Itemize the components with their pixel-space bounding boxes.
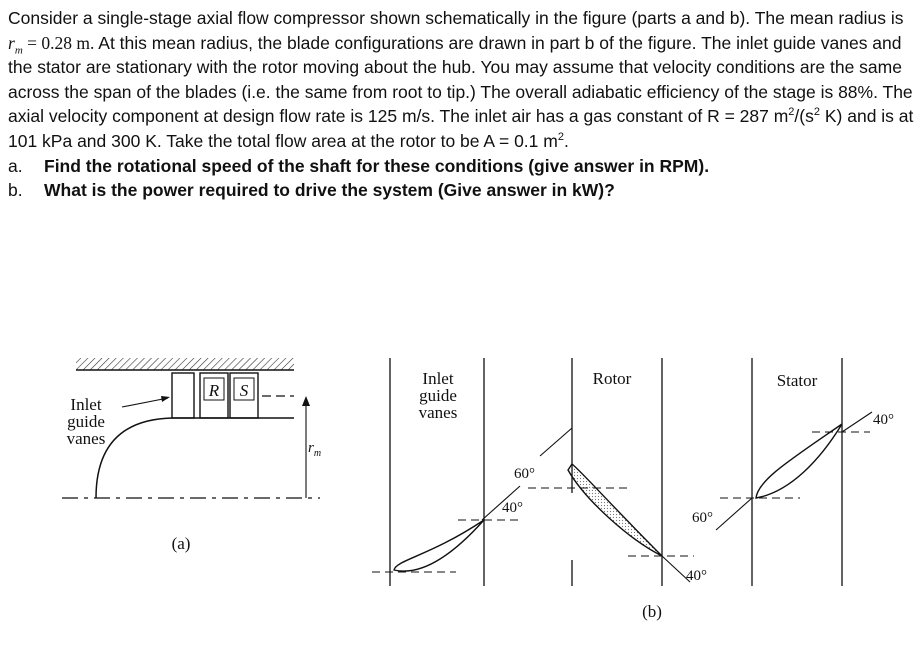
- stator-box-label: S: [239, 381, 249, 400]
- hub-contour: [96, 418, 294, 498]
- intro-text-2: At this mean radius, the blade configurations are drawn in part b of the figure. The inlet guide vanes and the stator are stationary with the rotor moving about the hub. You may assume that velocity conditions are the same across the span of the blades (i.e. the same from root to tip.) The overall adiabatic efficiency of the stage is 88%. The axial velocity component at design flow rate is 125 m/s. The inlet air has a gas constant of R = 287 m: [8, 32, 913, 127]
- stator-inlet-angle-line: [716, 498, 752, 530]
- intro-text-3: K) and is at 101 kPa and 300 K. Take the total flow area at the rotor to be A = 0.1 m: [8, 106, 914, 151]
- question-marker: b.: [8, 180, 23, 201]
- superscript: 2: [557, 131, 564, 144]
- radius-label: $r_m$: [308, 440, 322, 459]
- question-text: What is the power required to drive the system (Give answer in kW)?: [44, 180, 615, 201]
- figure-a-caption: (a): [171, 534, 191, 553]
- rotor-box-label: R: [208, 381, 220, 400]
- unit-text: /(s: [794, 106, 814, 127]
- figure-b: [372, 358, 894, 621]
- question-marker: a.: [8, 155, 23, 176]
- igv-label-line1: Inlet: [422, 369, 454, 388]
- igv-angle-40: 40°: [502, 500, 523, 516]
- inlet-label-line1: Inlet: [70, 395, 102, 414]
- superscript: 2: [813, 106, 820, 119]
- rotor-blade: [568, 464, 662, 556]
- intro-text: Consider a single-stage axial flow compressor shown schematically in the figure (parts a and b). The mean radius is: [8, 8, 904, 28]
- inlet-label-line2: guide: [67, 412, 105, 431]
- inlet-label-line3: vanes: [66, 429, 106, 448]
- mean-radius-symbol: $r_m$: [8, 32, 23, 57]
- rotor-inlet-angle-line: [540, 428, 572, 456]
- rotor-exit-angle-40: 40°: [686, 568, 707, 584]
- stator-blade: [756, 424, 842, 498]
- stator-label: Stator: [776, 371, 818, 390]
- question-text: Find the rotational speed of the shaft for these conditions (give answer in RPM).: [44, 155, 710, 176]
- inlet-arrow-line: [122, 398, 168, 407]
- stator-inlet-angle-60: 60°: [692, 510, 713, 526]
- casing-hatch: [76, 358, 294, 370]
- igv-blade: [394, 520, 484, 571]
- rotor-inlet-angle-60: 60°: [514, 466, 535, 482]
- superscript: 2: [788, 106, 795, 119]
- igv-label-line2: guide: [419, 386, 457, 405]
- figure-a: [62, 358, 321, 553]
- radius-arrow-head: [302, 396, 310, 406]
- rotor-label: Rotor: [592, 369, 632, 388]
- stator-exit-angle-line: [842, 412, 872, 432]
- figure-b-caption: (b): [642, 602, 662, 621]
- igv-label-line3: vanes: [418, 403, 458, 422]
- period: .: [563, 130, 569, 151]
- igv-blade-box: [172, 373, 194, 418]
- mean-radius-value: = 0.28 m.: [22, 32, 95, 53]
- stator-exit-angle-40: 40°: [873, 412, 894, 428]
- inlet-arrow-head: [161, 396, 170, 402]
